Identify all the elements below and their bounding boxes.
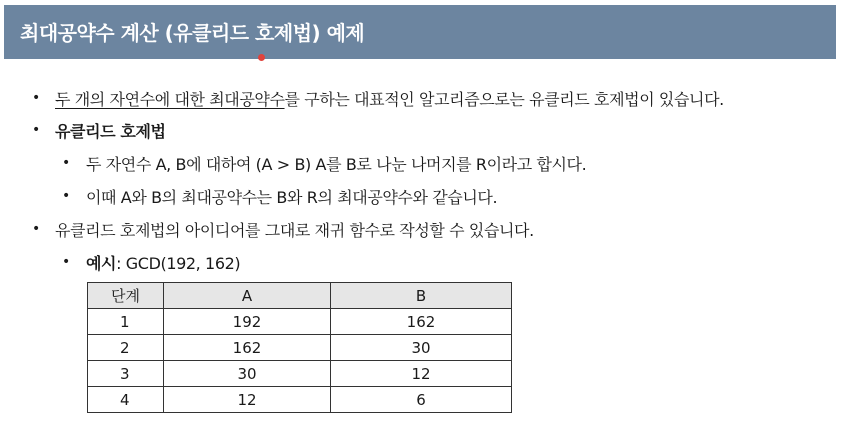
cell-a: 12 xyxy=(164,387,331,413)
table-header-row xyxy=(88,283,512,309)
cell-step: 2 xyxy=(88,335,164,361)
table-row xyxy=(88,309,512,335)
table-row xyxy=(88,335,512,361)
sub-bullet-dot: • xyxy=(62,188,71,204)
bullet-3: 유클리드 호제법의 아이디어를 그대로 재귀 함수로 작성할 수 있습니다. xyxy=(55,221,534,240)
cell-a: 162 xyxy=(164,335,331,361)
header-b: B xyxy=(331,283,512,309)
table-row xyxy=(88,361,512,387)
bullet-2-sub-1: 두 자연수 A, B에 대하여 (A > B) A를 B로 나눈 나머지를 R이라고 합시다. xyxy=(86,155,587,174)
bullet-1-text: 를 구하는 대표적인 알고리즘으로는 유클리드 호제법이 있습니다. xyxy=(284,90,724,109)
cell-step: 4 xyxy=(88,387,164,413)
bullet-dot: • xyxy=(32,221,41,237)
cell-b: 12 xyxy=(331,361,512,387)
sub-bullet-dot: • xyxy=(62,254,71,270)
cell-step: 1 xyxy=(88,309,164,335)
header-a: A xyxy=(164,283,331,309)
header-step: 단계 xyxy=(88,283,164,309)
sub-bullet-dot: • xyxy=(62,155,71,171)
cell-b: 162 xyxy=(331,309,512,335)
example-label: 예시 xyxy=(86,254,117,273)
bullet-2: 유클리드 호제법 xyxy=(55,122,166,141)
cell-b: 6 xyxy=(331,387,512,413)
cell-b: 30 xyxy=(331,335,512,361)
bullet-1-underlined-text: 두 개의 자연수에 대한 최대공약수 xyxy=(55,90,285,109)
bullet-2-sub-2: 이때 A와 B의 최대공약수는 B와 R의 최대공약수와 같습니다. xyxy=(86,188,498,207)
cell-a: 192 xyxy=(164,309,331,335)
slide-title-bar xyxy=(4,5,836,59)
pointer-dot xyxy=(258,54,265,61)
bullet-1 xyxy=(55,87,724,110)
table-row xyxy=(88,387,512,413)
cell-a: 30 xyxy=(164,361,331,387)
slide-title: 최대공약수 계산 (유클리드 호제법) 예제 xyxy=(20,21,365,45)
cell-step: 3 xyxy=(88,361,164,387)
bullet-dot: • xyxy=(32,90,41,106)
gcd-steps-table xyxy=(87,282,512,413)
bullet-3-sub-1 xyxy=(86,251,240,274)
bullet-dot: • xyxy=(32,122,41,138)
example-text: : GCD(192, 162) xyxy=(116,254,241,273)
